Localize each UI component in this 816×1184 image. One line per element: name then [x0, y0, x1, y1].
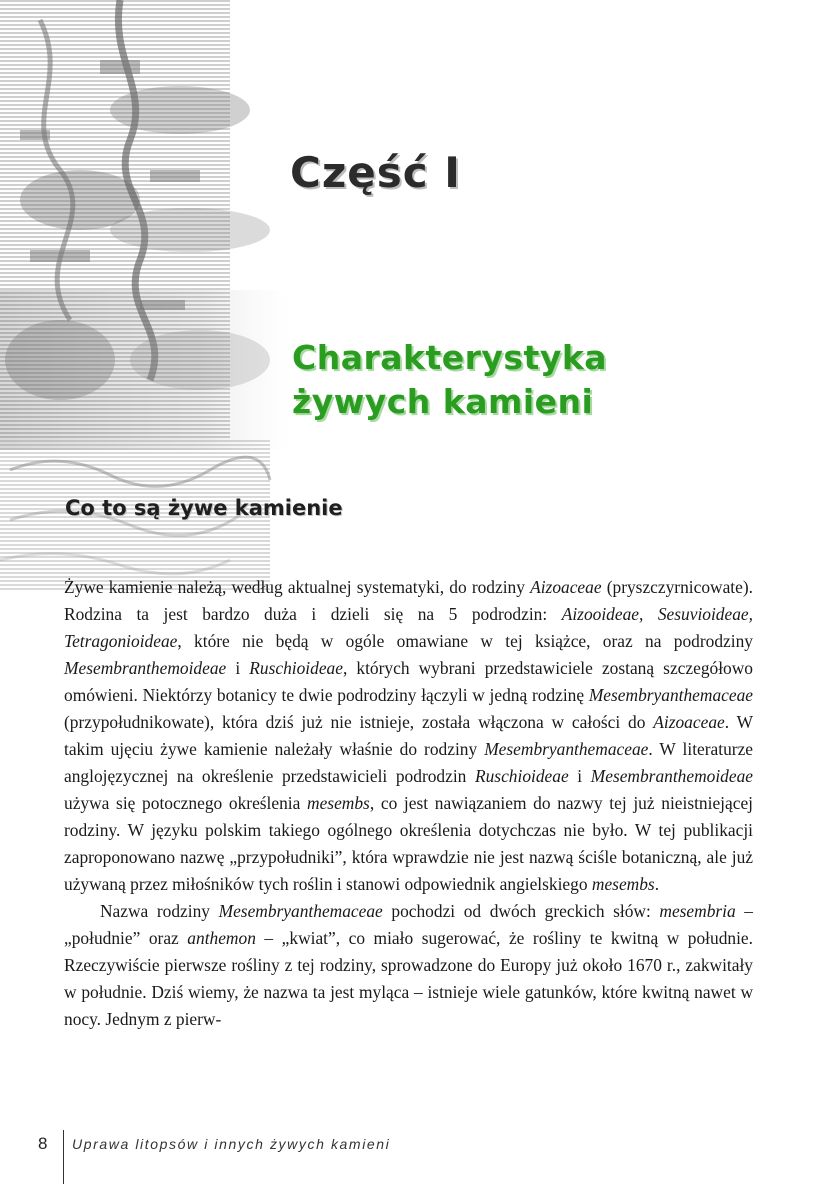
italic-term: Mesembryanthemaceae — [484, 739, 649, 759]
chapter-title-line-2: żywych kamieni — [292, 382, 594, 421]
text-run: Nazwa rodziny — [100, 901, 219, 921]
chapter-title — [292, 336, 607, 424]
page-number: 8 — [38, 1134, 48, 1153]
italic-term: Mesembryanthemaceae — [218, 901, 383, 921]
paragraph-2 — [64, 898, 753, 1033]
text-run: . W takim ujęciu żywe kamienie należały właśnie do rodziny — [64, 712, 754, 759]
italic-term: Aizoaceae — [653, 712, 725, 732]
text-run: (przypołudnikowate), która dziś już nie istnieje, została włączona w całości do — [64, 712, 654, 732]
chapter-title-line-1: Charakterystyka — [292, 338, 608, 377]
italic-term: mesembs — [591, 874, 655, 894]
italic-term: Mesembryanthemaceae — [588, 685, 753, 705]
italic-term: anthemon — [187, 928, 256, 948]
text-run: , co jest nawiązaniem do nazwy tej już nieistniejącej rodziny. W języku polskim takiego ogólnego określenia dotychczas nie było. W tej publikacji zaproponowano nazwę „przypołudniki”, która wprawdzie nie jest nazwą ściśle botaniczną, ale już używaną przez miłośników tych roślin i stanowi odpowiednik angielskiego — [64, 793, 753, 894]
italic-term: mesembria — [659, 901, 736, 921]
text-run: . W literaturze anglojęzycznej na określenie przedstawicieli podrodzin — [64, 739, 754, 786]
body-text — [64, 574, 753, 1033]
text-run: (pryszczyrnicowate). Rodzina ta jest bardzo duża i dzieli się na 5 podrodzin: — [64, 577, 753, 624]
italic-term: Ruschioideae — [249, 658, 343, 678]
italic-term: Aizoaceae — [530, 577, 602, 597]
text-run: . — [654, 874, 660, 894]
section-heading: Co to są żywe kamienie — [65, 496, 343, 520]
italic-term: mesembs — [307, 793, 370, 813]
text-run: – „kwiat”, co miało sugerować, że rośliny te kwitną w południe. Rzeczywiście pierwsze rośliny z tej rodziny, sprowadzone do Europy już około 1670 r., zakwitały w południe. Dziś wiemy, że nazwa ta jest myląca – istnieje wiele gatunków, które kwitną nawet w nocy. Jednym z pierw- — [64, 928, 754, 1029]
text-run: pochodzi od dwóch greckich słów: — [382, 901, 660, 921]
italic-term: Ruschioideae — [474, 766, 569, 786]
text-run: Żywe kamienie należą, według aktualnej systematyki, do rodziny — [64, 577, 531, 597]
text-run: , których wybrani przedstawiciele zostaną szczegółowo omówieni. Niektórzy botanicy te dwie podrodziny łączyli w jedną rodzinę — [64, 658, 753, 705]
italic-term: Aizooideae, Sesuvioideae, Tetragonioideae — [64, 604, 753, 651]
text-run: i — [226, 658, 250, 678]
italic-term: Mesembranthemoideae — [64, 658, 227, 678]
running-footer-title: Uprawa litopsów i innych żywych kamieni — [72, 1136, 391, 1152]
part-title: Część I — [290, 148, 461, 197]
italic-term: Mesembranthemoideae — [590, 766, 753, 786]
paragraph-1 — [64, 574, 753, 898]
footer-divider — [63, 1130, 64, 1184]
text-run: , które nie będą w ogóle omawiane w tej książce, oraz na podrodziny — [177, 631, 753, 651]
text-run: – „południe” oraz — [64, 901, 754, 948]
text-run: i — [568, 766, 591, 786]
text-run: używa się potocznego określenia — [64, 793, 308, 813]
